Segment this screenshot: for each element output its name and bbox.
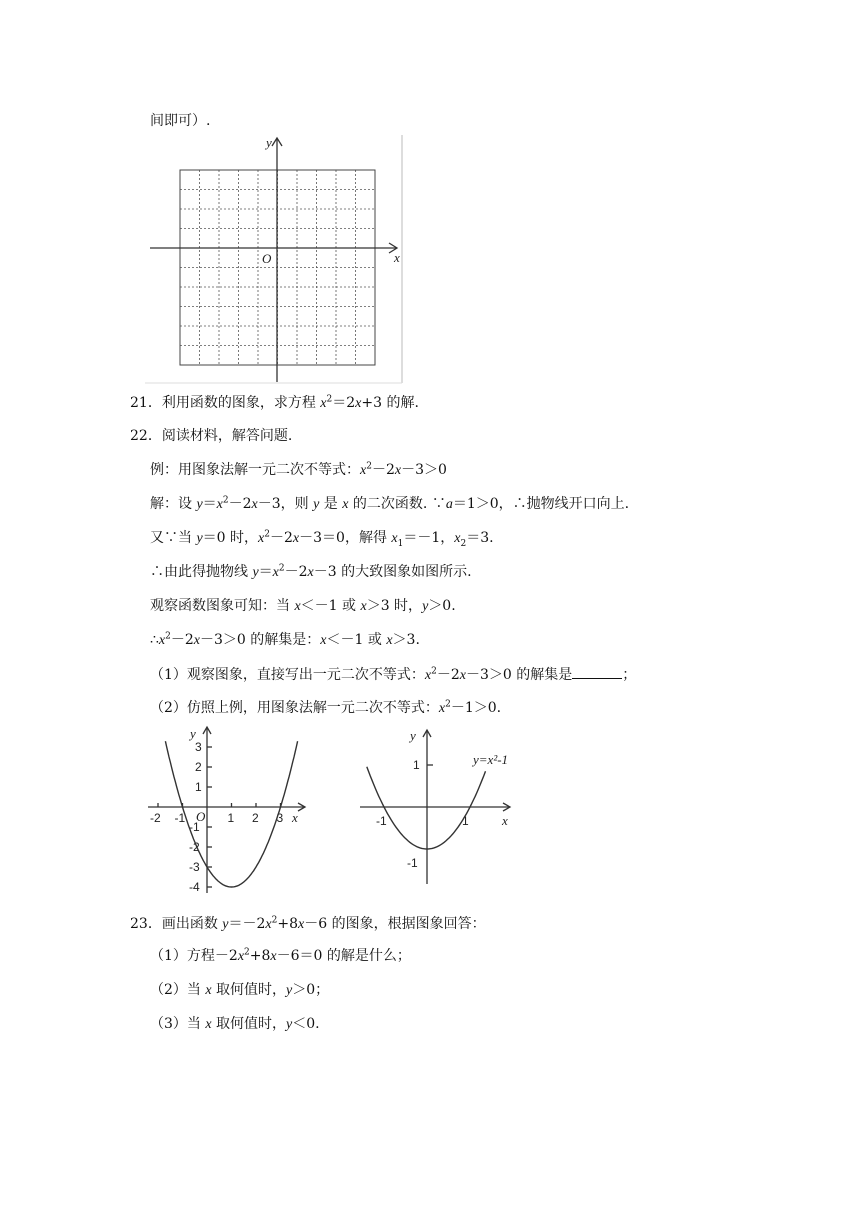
grid-y-label: y [266, 135, 272, 150]
question-22-title: 22．阅读材料，解答问题. [130, 428, 293, 444]
left-y-tick-label: -4 [189, 880, 200, 894]
answer-blank[interactable] [572, 664, 622, 679]
q22-observe: 观察函数图象可知：当 x＜－1 或 x＞3 时，y＞0. [150, 598, 456, 614]
q22-solution: 解：设 $y=x^2-2x-3$，则 y 是 x 的二次函数. ∵a＝1＞0，∴抛物线开口向上. [150, 495, 630, 512]
grid-origin-label: O [262, 251, 272, 266]
grid-x-label: x [394, 250, 400, 265]
left-y-tick-label: 3 [195, 740, 202, 754]
q22-part-1: （1）观察图象，直接写出一元二次不等式：$x^2-2x-3>0$ 的解集是 ； [150, 664, 636, 686]
left-y-tick-label: -1 [189, 820, 200, 834]
question-21-number: 21． [130, 395, 162, 411]
right-curve-label: y=x²-1 [473, 752, 509, 767]
left-y-tick-label: 1 [195, 780, 202, 794]
question-21: 21．利用函数的图象，求方程 $x^2=2x+3$ 的解. [130, 394, 419, 411]
q22-part-2: （2）仿照上例，用图象法解一元二次不等式：$x^2-1>0$. [150, 699, 502, 716]
q22-example: 例：用图象法解一元二次不等式：$x^2-2x-3>0$ [150, 461, 447, 478]
question-23-number: 23． [130, 916, 162, 932]
graph-right [355, 727, 530, 887]
question-22-number: 22． [130, 428, 162, 444]
left-x-label: x [292, 810, 298, 825]
intro-tail: 间即可）. [150, 113, 211, 129]
left-y-label: y [190, 726, 196, 741]
left-x-tick-label: 1 [227, 811, 235, 825]
question-23: 23．画出函数 $y=-2x^2+8x-6$ 的图象，根据图象回答： [130, 915, 486, 932]
right-x-label: x [502, 813, 508, 828]
left-y-tick-label: -3 [189, 860, 200, 874]
left-y-tick-label: -2 [189, 840, 200, 854]
coordinate-grid-figure [145, 135, 415, 385]
q23-part-2: （2）当 x 取何值时，y＞0； [150, 982, 330, 998]
right-x-tick-label: -1 [376, 814, 387, 828]
left-x-tick-label: -2 [150, 811, 161, 825]
q23-part-3: （3）当 x 取何值时，y＜0. [150, 1016, 320, 1032]
right-y-tick-label: 1 [413, 758, 420, 772]
right-y-tick-label: -1 [407, 856, 418, 870]
left-origin-label: O [196, 809, 206, 824]
left-x-tick-label: 3 [276, 811, 284, 825]
q22-roots: 又∵当 y＝0 时，$x^2-2x-3=0$，解得 $x_1=-1$，$x_2=3$. [150, 529, 494, 549]
right-x-tick-label: 1 [462, 814, 469, 828]
parabola-right [367, 767, 486, 849]
right-y-label: y [410, 728, 416, 743]
left-y-tick-label: 2 [195, 760, 202, 774]
q22-hence: ∴由此得抛物线 $y=x^2-2x-3$ 的大致图象如图所示. [150, 563, 472, 580]
q23-part-1: （1）方程$-2x^2+8x-6=0$ 的解是什么； [150, 947, 411, 964]
graph-left [145, 723, 315, 898]
left-x-tick-label: 2 [252, 811, 259, 825]
left-x-tick-label: -1 [174, 811, 186, 825]
q22-solution-set: $\therefore x^2-2x-3>0$ 的解集是：x＜－1 或 x＞3. [150, 631, 420, 648]
